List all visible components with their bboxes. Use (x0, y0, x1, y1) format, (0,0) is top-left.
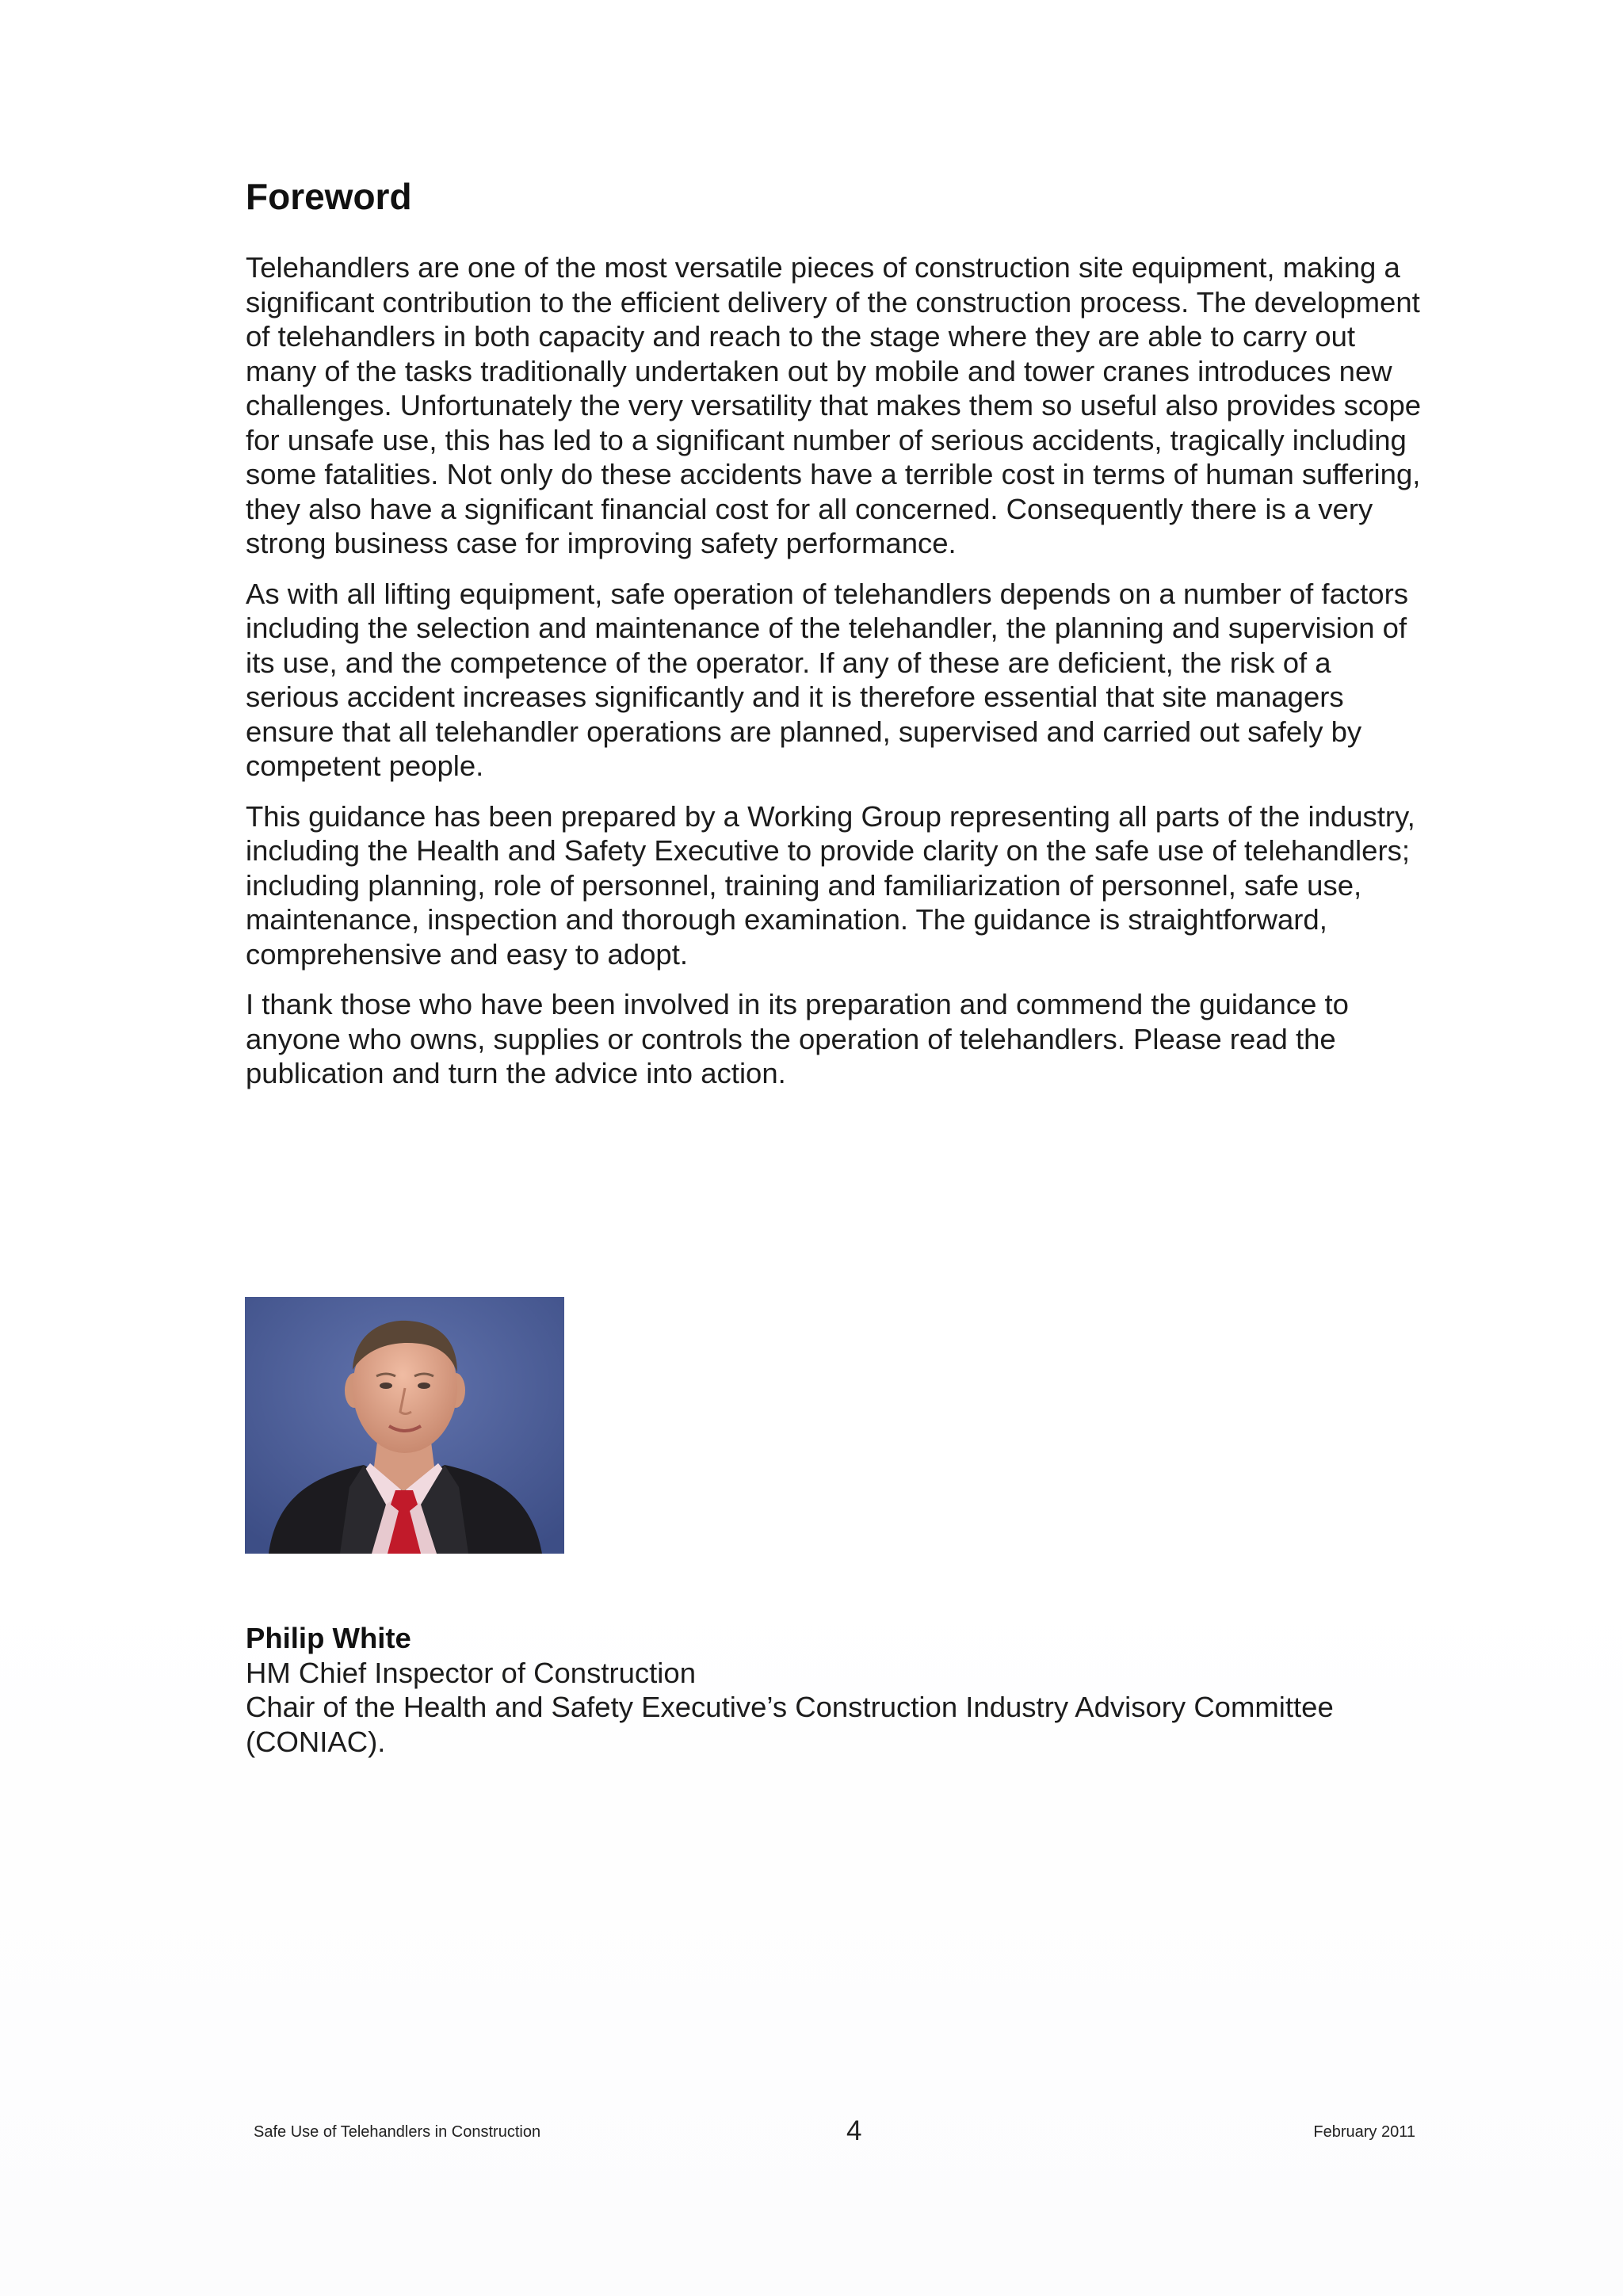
signature-block (246, 1621, 1426, 1759)
portrait-illustration (245, 1297, 564, 1554)
paragraph-2: As with all lifting equipment, safe operation of telehandlers depends on a number of factors including the selection and maintenance of the telehandler, the planning and supervision of its use, and the competence of the operator. If any of these are deficient, the risk of a serious accident increases significantly and it is therefore essential that site managers ensure that all telehandler operations are planned, supervised and carried out safely by competent people. (246, 577, 1408, 782)
paragraph-4: I thank those who have been involved in its preparation and commend the guidance to anyone who owns, supplies or controls the operation of telehandlers. Please read the publication and turn the advice into action. (246, 988, 1349, 1089)
paragraph-3: This guidance has been prepared by a Working Group representing all parts of the industry, including the Health and Safety Executive to provide clarity on the safe use of telehandlers; including planning, role of personnel, training and familiarization of personnel, safe use, maintenance, inspection and thorough examination. The guidance is straightforward, comprehensive and easy to adopt. (246, 799, 1415, 971)
foreword-body (246, 250, 1426, 1107)
paragraph-1: Telehandlers are one of the most versatile pieces of construction site equipment, making a significant contribution to the efficient delivery of the construction process. The development of telehandlers in both capacity and reach to the stage where they are able to carry out many of the tasks traditionally undertaken out by mobile and tower cranes introduces new challenges. Unfortunately the very versatility that makes them so useful also provides scope for unsafe use, this has led to a significant number of serious accidents, tragically including some fatalities. Not only do these accidents have a terrible cost in terms of human suffering, they also have a significant financial cost for all concerned. Consequently there is a very strong business case for improving safety performance. (246, 251, 1422, 559)
footer-page-number: 4 (846, 2115, 862, 2146)
signatory-affiliation-line-2: (CONIAC). (246, 1725, 386, 1758)
footer-document-title: Safe Use of Telehandlers in Construction (254, 2123, 541, 2141)
footer-date: February 2011 (1313, 2123, 1415, 2141)
signatory-name: Philip White (246, 1622, 411, 1654)
page-title: Foreword (246, 176, 412, 217)
author-portrait (245, 1297, 564, 1554)
signatory-affiliation-line-1: Chair of the Health and Safety Executive’s Construction Industry Advisory Committee (246, 1691, 1334, 1723)
signatory-role: HM Chief Inspector of Construction (246, 1656, 697, 1689)
